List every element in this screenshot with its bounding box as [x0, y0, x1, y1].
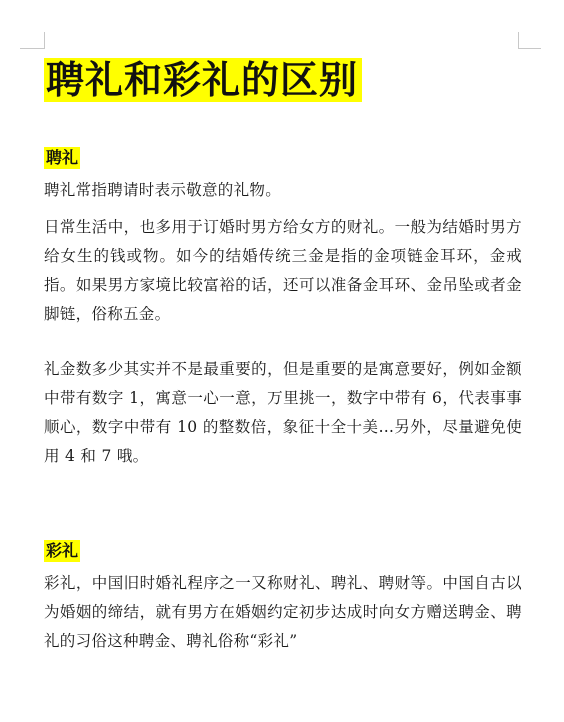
crop-mark-top-right	[518, 32, 541, 49]
section-heading-pinli: 聘礼	[46, 148, 79, 167]
document-title: 聘礼和彩礼的区别	[44, 58, 362, 102]
paragraph-pinli-daily-life: 日常生活中，也多用于订婚时男方给女方的财礼。一般为结婚时男方给女生的钱或物。如今的结婚传统三金是指的金项链金耳环，金戒指。如果男方家境比较富裕的话，还可以准备金耳环、金吊坠或者金脚链，俗称五金。	[44, 218, 522, 323]
section-heading-caili: 彩礼	[46, 541, 79, 560]
paragraph-caili-definition: 彩礼，中国旧时婚礼程序之一又称财礼、聘礼、聘财等。中国自古以为婚姻的缔结，就有男方在婚姻约定初步达成时向女方赠送聘金、聘礼的习俗这种聘金、聘礼俗称“彩礼”	[44, 574, 522, 650]
crop-mark-top-left	[20, 32, 45, 49]
paragraph-pinli-amount: 礼金数多少其实并不是最重要的，但是重要的是寓意要好，例如金额中带有数字 1，寓意一心一意，万里挑一，数字中带有 6，代表事事顺心，数字中带有 10 的整数倍，象征十全十美…另外，尽量避免使用 4 和 7 哦。	[44, 360, 522, 465]
paragraph-pinli-definition: 聘礼常指聘请时表示敬意的礼物。	[44, 181, 282, 199]
